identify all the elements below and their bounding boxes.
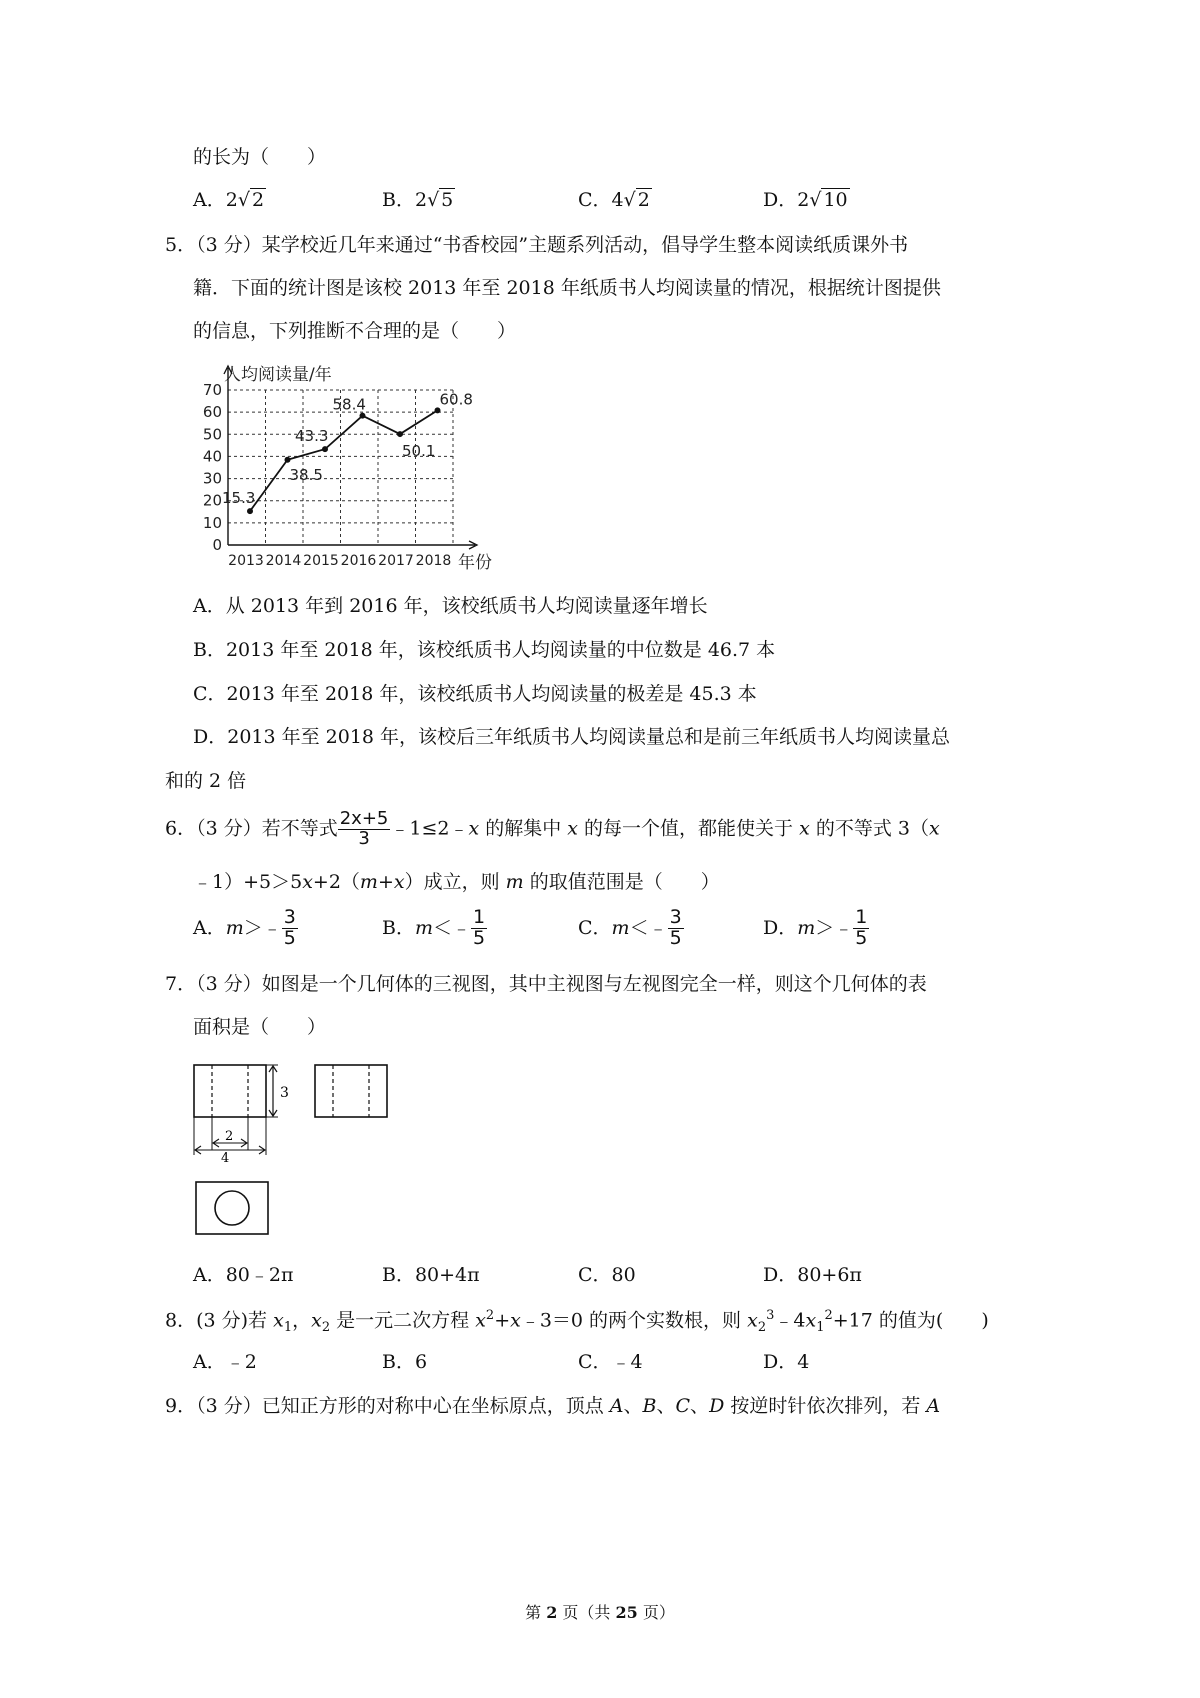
q5-line3: 的信息，下列推断不合理的是（ ） xyxy=(193,320,517,342)
y-tick-label: 50 xyxy=(202,425,222,444)
x-tick-label: 2018 xyxy=(415,553,452,569)
x-tick-label: 2013 xyxy=(228,553,264,569)
top-view-circle xyxy=(215,1191,249,1225)
data-label: 43.3 xyxy=(295,427,329,446)
radicand: 2 xyxy=(251,189,265,211)
data-point xyxy=(247,508,253,514)
q9-line1: 9．（3 分）已知正方形的对称中心在坐标原点，顶点 A、B、C、D 按逆时针依次排列，若 A xyxy=(165,1395,941,1417)
q4-option-a: A．2√ 2 xyxy=(193,189,265,211)
q5-option-a: A．从 2013 年到 2016 年，该校纸质书人均阅读量逐年增长 xyxy=(193,595,708,617)
data-label: 15.3 xyxy=(222,489,256,508)
q6-fraction: $\frac{2x+5}{3}$ xyxy=(339,808,389,849)
data-label: 60.8 xyxy=(439,390,473,409)
y-tick-label: 0 xyxy=(212,536,222,554)
side-view xyxy=(315,1065,387,1117)
page-number: 2 xyxy=(546,1603,558,1622)
radicand: 10 xyxy=(823,189,848,211)
radicand: 2 xyxy=(637,189,650,211)
q6-option-c: C．m＜﹣ $\frac{3}{5}$ xyxy=(578,906,682,949)
q5-option-d-line2: 和的 2 倍 xyxy=(165,770,247,792)
q7-line1: 7．（3 分）如图是一个几何体的三视图，其中主视图与左视图完全一样，则这个几何体的表 xyxy=(165,973,927,995)
y-tick-label: 40 xyxy=(202,447,222,466)
front-view xyxy=(194,1065,266,1117)
q7-option-b: B．80+4π xyxy=(382,1264,480,1286)
q5-line2: 籍．下面的统计图是该校 2013 年至 2018 年纸质书人均阅读量的情况，根据统计图提供 xyxy=(193,277,941,299)
q6-option-d: D．m＞﹣ $\frac{1}{5}$ xyxy=(763,906,868,949)
x-tick-label: 2016 xyxy=(340,553,377,569)
q7-option-a: A．80﹣2π xyxy=(193,1264,294,1286)
q8-option-b: B．6 xyxy=(382,1351,428,1373)
radicand: 5 xyxy=(441,189,454,211)
q6-line1: 6．（3 分）若不等式 $\frac{2x+5}{3}$ ﹣1≤2﹣x 的解集中 x 的每一个值，都能使关于 x 的不等式 3（x xyxy=(165,808,940,849)
page-footer: 第 2 页（共 25 页） xyxy=(525,1603,675,1622)
x-tick-label: 2015 xyxy=(303,553,339,569)
dim-inner-label: 2 xyxy=(225,1129,234,1144)
q7-option-d: D．80+6π xyxy=(763,1264,862,1286)
x-tick-label: 2017 xyxy=(378,553,414,569)
y-tick-label: 30 xyxy=(202,469,222,488)
q4-option-d: D．2√ 10 xyxy=(763,189,848,211)
data-point xyxy=(322,446,328,452)
top-view xyxy=(196,1182,268,1234)
q4-tail: 的长为（ ） xyxy=(193,146,327,168)
data-label: 50.1 xyxy=(402,442,436,461)
chart-title: 人均阅读量/年 xyxy=(224,365,332,385)
q8-option-d: D．4 xyxy=(763,1351,810,1373)
q8-line: 8．(3 分)若 $x_1$，$x_2$ 是一元二次方程 $x^2+x﹣3=0$ 的两个实数根，则 $x_2^3﹣4x_1^2+17$ 的值为( ) xyxy=(165,1308,989,1336)
q5-line1: 5．（3 分）某学校近几年来通过“书香校园”主题系列活动，倡导学生整本阅读纸质课外书 xyxy=(165,234,909,256)
x-tick-label: 2014 xyxy=(265,553,302,569)
y-tick-label: 60 xyxy=(202,403,222,422)
page-total: 25 xyxy=(615,1603,638,1622)
data-label: 58.4 xyxy=(332,395,366,414)
q6-option-a: A．m＞﹣ $\frac{3}{5}$ xyxy=(193,906,296,949)
data-point xyxy=(397,431,403,437)
q8-option-a: A．﹣2 xyxy=(193,1351,257,1373)
series-line xyxy=(250,410,438,511)
data-point xyxy=(285,457,291,463)
reading-line-chart xyxy=(190,360,510,580)
q6-line2: ﹣1）+5＞5x+2（m+x）成立，则 m 的取值范围是（ ） xyxy=(193,871,720,893)
q7-line2: 面积是（ ） xyxy=(193,1016,327,1038)
dim-height-label: 3 xyxy=(280,1085,289,1101)
y-tick-label: 10 xyxy=(202,513,222,532)
y-tick-label: 20 xyxy=(202,491,222,510)
q5-option-d-line1: D．2013 年至 2018 年，该校后三年纸质书人均阅读量总和是前三年纸质书人均阅读量总 xyxy=(193,726,951,748)
q4-option-c: C．4√ 2 xyxy=(578,189,650,211)
dim-outer-label: 4 xyxy=(221,1151,230,1166)
three-view-drawing xyxy=(188,1055,408,1255)
q6-option-b: B．m＜﹣ $\frac{1}{5}$ xyxy=(382,906,486,949)
y-tick-label: 70 xyxy=(202,381,222,399)
q7-option-c: C．80 xyxy=(578,1264,636,1286)
q5-option-c: C．2013 年至 2018 年，该校纸质书人均阅读量的极差是 45.3 本 xyxy=(193,683,757,705)
q4-option-b: B．2√ 5 xyxy=(382,189,454,211)
data-label: 38.5 xyxy=(289,465,323,484)
q8-option-c: C．﹣4 xyxy=(578,1351,643,1373)
chart-xlabel: 年份 xyxy=(458,553,492,573)
q5-option-b: B．2013 年至 2018 年，该校纸质书人均阅读量的中位数是 46.7 本 xyxy=(193,639,776,661)
